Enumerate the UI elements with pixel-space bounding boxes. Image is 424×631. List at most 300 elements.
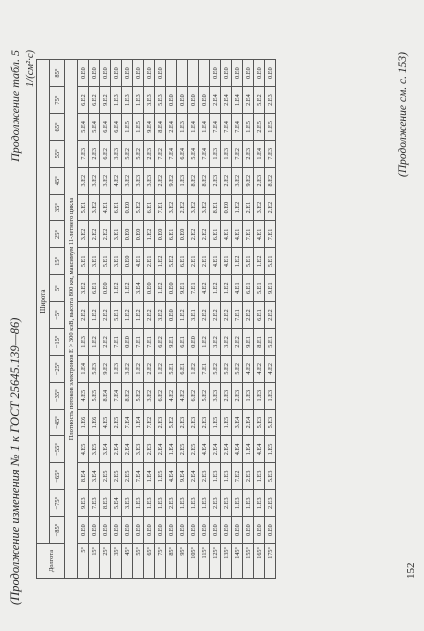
- flux-value-cell: 5.E2: [254, 87, 265, 114]
- flux-value-cell: 7.E3: [78, 140, 89, 167]
- flux-value-cell: 5.E4: [89, 114, 100, 141]
- flux-value-cell: 1.E3: [210, 140, 221, 167]
- table-row: [232, 60, 243, 579]
- flux-value-cell: 2.E3: [155, 409, 166, 436]
- table-row: [210, 60, 221, 579]
- flux-value-cell: 3.E2: [188, 194, 199, 221]
- flux-value-cell: 2.E3: [199, 463, 210, 490]
- flux-value-cell: 9.E1: [243, 329, 254, 356]
- unit-label: 1/(см²·с): [25, 50, 36, 87]
- flux-value-cell: 1.E3: [144, 490, 155, 517]
- flux-value-cell: 5.E2: [199, 382, 210, 409]
- flux-value-cell: 2.E2: [177, 194, 188, 221]
- flux-value-cell: 0.E0: [100, 60, 111, 87]
- latitude-column-header: 65°: [50, 114, 65, 141]
- flux-value-cell: 2.E1: [243, 194, 254, 221]
- flux-value-cell: 0.E0: [221, 194, 232, 221]
- flux-value-cell: 2.E3: [265, 490, 276, 517]
- latitude-column-header: 5°: [50, 275, 65, 302]
- flux-value-cell: 2.E2: [155, 167, 166, 194]
- flux-value-cell: 3.E3: [122, 490, 133, 517]
- latitude-column-header: 85°: [50, 60, 65, 87]
- flux-value-cell: 0.E0: [177, 517, 188, 544]
- latitude-column-header: −25°: [50, 355, 65, 382]
- flux-value-cell: 8.E3: [100, 490, 111, 517]
- flux-value-cell: 3.E2: [122, 355, 133, 382]
- flux-value-cell: 5.E2: [133, 382, 144, 409]
- latitude-column-header: 75°: [50, 87, 65, 114]
- table-row: [111, 60, 122, 579]
- flux-value-cell: 6.E1: [243, 275, 254, 302]
- flux-value-cell: 0.E0: [133, 517, 144, 544]
- flux-value-cell: 1.E3: [254, 463, 265, 490]
- flux-value-cell: 0.E0: [232, 517, 243, 544]
- table-row: [78, 60, 89, 579]
- flux-value-cell: 2.E3: [210, 167, 221, 194]
- flux-value-cell: 2.E3: [188, 409, 199, 436]
- flux-value-cell: 5.E1: [78, 194, 89, 221]
- flux-value-cell: 9.E4: [177, 463, 188, 490]
- flux-value-cell: 3.E3: [210, 382, 221, 409]
- flux-value-cell: 4.E1: [133, 248, 144, 275]
- flux-value-cell: 6.E2: [188, 382, 199, 409]
- flux-value-cell: 1.E4: [133, 409, 144, 436]
- flux-value-cell: 3.E2: [144, 382, 155, 409]
- flux-value-cell: 0.E0: [166, 87, 177, 114]
- flux-value-cell: 2.E2: [100, 302, 111, 329]
- flux-value-cell: 5.E2: [133, 140, 144, 167]
- flux-value-cell: 0.E0: [232, 60, 243, 87]
- flux-value-cell: 3.E3: [144, 87, 155, 114]
- flux-value-cell: 1.E6: [89, 409, 100, 436]
- flux-value-cell: 5.E1: [243, 248, 254, 275]
- flux-table: [36, 59, 276, 579]
- longitude-cell: 175°: [265, 544, 276, 579]
- flux-value-cell: 6.E2: [89, 87, 100, 114]
- flux-value-cell: 2.E2: [210, 302, 221, 329]
- flux-value-cell: 1.E2: [232, 194, 243, 221]
- flux-value-cell: 1.E4: [254, 140, 265, 167]
- flux-value-cell: 0.E0: [166, 302, 177, 329]
- flux-value-cell: 9.E2: [243, 167, 254, 194]
- running-header: (Продолжение изменения № 1 к ГОСТ 25645.139—86): [8, 317, 22, 605]
- flux-value-cell: 5.E1: [100, 248, 111, 275]
- flux-value-cell: 0.E0: [78, 517, 89, 544]
- flux-value-cell: 0.E0: [166, 275, 177, 302]
- flux-value-cell: 7.E1: [232, 302, 243, 329]
- flux-value-cell: 1.E2: [155, 275, 166, 302]
- flux-value-cell: 2.E4: [210, 87, 221, 114]
- flux-value-cell: 2.E2: [100, 329, 111, 356]
- table-row: [89, 60, 100, 579]
- flux-value-cell: 7.E3: [265, 140, 276, 167]
- flux-value-cell: 1.E3: [177, 490, 188, 517]
- flux-value-cell: 0.E0: [199, 517, 210, 544]
- flux-value-cell: 2.E2: [221, 167, 232, 194]
- flux-value-cell: 5.E2: [210, 355, 221, 382]
- flux-value-cell: 3.E2: [122, 167, 133, 194]
- flux-value-cell: 0.E0: [144, 275, 155, 302]
- flux-value-cell: 6.E1: [89, 275, 100, 302]
- table-row: [100, 60, 111, 579]
- flux-value-cell: 0.E0: [166, 517, 177, 544]
- table-row: [122, 60, 133, 579]
- flux-value-cell: 0.E0: [188, 329, 199, 356]
- flux-value-cell: 3.E2: [232, 167, 243, 194]
- flux-value-cell: 1.E3: [221, 140, 232, 167]
- flux-value-cell: 5.E5: [89, 382, 100, 409]
- flux-value-cell: 2.E4: [221, 87, 232, 114]
- flux-value-cell: 3.E3: [133, 436, 144, 463]
- flux-value-cell: 0.E0: [89, 517, 100, 544]
- flux-value-cell: 2.E5: [254, 114, 265, 141]
- flux-value-cell: 7.E2: [144, 409, 155, 436]
- flux-value-cell: 0.E0: [122, 221, 133, 248]
- flux-value-cell: 4.E5: [78, 382, 89, 409]
- flux-value-cell: 1.E5: [122, 114, 133, 141]
- flux-value-cell: 6.E1: [177, 248, 188, 275]
- flux-value-cell: 0.E0: [177, 221, 188, 248]
- flux-value-cell: 1.E5: [265, 436, 276, 463]
- flux-value-cell: 1.E2: [133, 355, 144, 382]
- flux-value-cell: 2.E3: [199, 409, 210, 436]
- flux-value-cell: 1.E3: [111, 87, 122, 114]
- latitude-column-header: 15°: [50, 248, 65, 275]
- flux-value-cell: 1.E6: [78, 409, 89, 436]
- flux-value-cell: 7.E4: [111, 382, 122, 409]
- flux-value-cell: 4.E2: [265, 355, 276, 382]
- flux-value-cell: 6.E2: [155, 382, 166, 409]
- flux-value-cell: 3.E1: [188, 302, 199, 329]
- flux-value-cell: 4.E4: [232, 436, 243, 463]
- flux-value-cell: 1.E2: [155, 248, 166, 275]
- longitude-cell: 125°: [210, 544, 221, 579]
- flux-value-cell: 2.E5: [100, 463, 111, 490]
- flux-value-cell: 9.E2: [100, 87, 111, 114]
- flux-value-cell: 1.E3: [188, 490, 199, 517]
- flux-value-cell: 8.E2: [188, 167, 199, 194]
- flux-value-cell: 2.E4: [221, 436, 232, 463]
- flux-value-cell: 1.E4: [243, 436, 254, 463]
- flux-value-cell: 1.E4: [188, 114, 199, 141]
- flux-value-cell: 2.E3: [265, 87, 276, 114]
- flux-value-cell: 4.E1: [210, 248, 221, 275]
- flux-value-cell: 7.E4: [221, 114, 232, 141]
- flux-value-cell: 4.E4: [166, 463, 177, 490]
- longitude-header: Долгота: [37, 544, 65, 579]
- flux-value-cell: 1.E2: [221, 275, 232, 302]
- flux-value-cell: 1.E4: [199, 114, 210, 141]
- flux-value-cell: 5.E2: [122, 140, 133, 167]
- flux-value-cell: 2.E5: [188, 436, 199, 463]
- flux-value-cell: 3.E2: [100, 167, 111, 194]
- flux-value-cell: 6.E1: [144, 194, 155, 221]
- flux-value-cell: 2.E2: [78, 302, 89, 329]
- flux-value-cell: 2.E4: [155, 436, 166, 463]
- flux-value-cell: 2.E5: [111, 463, 122, 490]
- flux-value-cell: 7.E2: [232, 140, 243, 167]
- flux-value-cell: 6.E1: [111, 194, 122, 221]
- flux-value-cell: 8.E2: [265, 167, 276, 194]
- flux-value-cell: 3.E2: [166, 194, 177, 221]
- flux-value-cell: 4.E1: [254, 221, 265, 248]
- flux-value-cell: 6.E1: [177, 355, 188, 382]
- longitude-cell: 55°: [133, 544, 144, 579]
- latitude-column-header: 35°: [50, 194, 65, 221]
- table-subheader: Плотность потоков электронов E > 300 кэВ, высота 800 км, максимум 11-летнего цикла: [65, 60, 78, 579]
- flux-value-cell: 5.E3: [155, 87, 166, 114]
- longitude-cell: 5°: [78, 544, 89, 579]
- flux-value-cell: 7.E1: [199, 355, 210, 382]
- flux-value-cell: 1.E4: [144, 463, 155, 490]
- flux-value-cell: 1.E2: [122, 302, 133, 329]
- flux-value-cell: 4.E1: [232, 275, 243, 302]
- table-row: [133, 60, 144, 579]
- flux-value-cell: 0.E0: [89, 60, 100, 87]
- flux-value-cell: 3.E4: [100, 436, 111, 463]
- page-number: 152: [405, 562, 417, 579]
- flux-value-cell: 1.E5: [243, 114, 254, 141]
- flux-value-cell: 1.E3: [111, 355, 122, 382]
- flux-value-cell: 1.E3: [210, 463, 221, 490]
- flux-value-cell: 5.E4: [111, 490, 122, 517]
- flux-value-cell: 0.E0: [177, 87, 188, 114]
- flux-value-cell: 0.E0: [144, 517, 155, 544]
- flux-value-cell: 7.E4: [199, 140, 210, 167]
- flux-value-cell: 1.E2: [89, 329, 100, 356]
- flux-value-cell: 2.E4: [243, 409, 254, 436]
- flux-value-cell: 7.E1: [155, 194, 166, 221]
- flux-value-cell: 6.E4: [177, 140, 188, 167]
- flux-value-cell: 0.E0: [254, 517, 265, 544]
- longitude-cell: 25°: [100, 544, 111, 579]
- flux-value-cell: 1.E3: [133, 87, 144, 114]
- flux-value-cell: 4.E2: [254, 355, 265, 382]
- flux-value-cell: 4.E2: [243, 355, 254, 382]
- flux-value-cell: 0.E0: [265, 60, 276, 87]
- flux-value-cell: 2.E1: [188, 248, 199, 275]
- flux-value-cell: 3.E2: [221, 329, 232, 356]
- flux-value-cell: 3.E5: [89, 436, 100, 463]
- flux-value-cell: 4.E1: [221, 221, 232, 248]
- flux-value-cell: 2.E3: [243, 140, 254, 167]
- longitude-cell: 15°: [89, 544, 100, 579]
- flux-value-cell: 1.E2: [254, 248, 265, 275]
- flux-value-cell: 1.E3: [155, 490, 166, 517]
- flux-value-cell: 6.E2: [100, 140, 111, 167]
- flux-value-cell: 7.E2: [155, 140, 166, 167]
- flux-value-cell: 0.E0: [265, 517, 276, 544]
- flux-value-cell: 2.E4: [210, 436, 221, 463]
- longitude-cell: 35°: [111, 544, 122, 579]
- flux-value-cell: 2.E3: [243, 463, 254, 490]
- flux-value-cell: 2.E2: [100, 221, 111, 248]
- flux-value-cell: 6.E1: [254, 302, 265, 329]
- flux-value-cell: 7.E1: [243, 221, 254, 248]
- flux-value-cell: 2.E2: [188, 221, 199, 248]
- flux-value-cell: [166, 60, 177, 87]
- flux-value-cell: 7.E1: [188, 275, 199, 302]
- flux-value-cell: 1.E3: [177, 167, 188, 194]
- flux-value-cell: 3.E2: [78, 275, 89, 302]
- flux-value-cell: 2.E4: [188, 463, 199, 490]
- flux-value-cell: 2.E4: [122, 436, 133, 463]
- flux-value-cell: 0.E0: [133, 221, 144, 248]
- flux-value-cell: 6.E1: [210, 221, 221, 248]
- flux-value-cell: [199, 60, 210, 87]
- flux-value-cell: 2.E3: [177, 409, 188, 436]
- flux-value-cell: 2.E4: [166, 114, 177, 141]
- flux-value-cell: 2.E2: [199, 302, 210, 329]
- longitude-cell: 45°: [122, 544, 133, 579]
- flux-value-cell: 9.E1: [265, 275, 276, 302]
- flux-value-cell: 1.E3: [133, 490, 144, 517]
- flux-value-cell: 2.E3: [89, 140, 100, 167]
- flux-value-cell: 1.E2: [133, 302, 144, 329]
- flux-value-cell: 1.E3: [232, 490, 243, 517]
- flux-value-cell: 5.E1: [78, 248, 89, 275]
- flux-value-cell: 1.E3: [254, 490, 265, 517]
- flux-value-cell: 0.E0: [155, 517, 166, 544]
- flux-value-cell: 2.E4: [111, 436, 122, 463]
- flux-value-cell: 6.E4: [100, 114, 111, 141]
- flux-value-cell: 8.E4: [78, 463, 89, 490]
- flux-value-cell: 3.E4: [232, 409, 243, 436]
- flux-value-cell: 9.E1: [177, 275, 188, 302]
- flux-value-cell: 3.E2: [210, 329, 221, 356]
- flux-value-cell: 3.E1: [89, 248, 100, 275]
- flux-value-cell: 2.E3: [254, 167, 265, 194]
- table-row: [199, 60, 210, 579]
- flux-value-cell: 4.E5: [78, 436, 89, 463]
- flux-value-cell: 5.E3: [254, 409, 265, 436]
- flux-value-cell: 9.E1: [166, 329, 177, 356]
- latitude-column-header: −15°: [50, 329, 65, 356]
- flux-value-cell: 8.E4: [100, 382, 111, 409]
- flux-value-cell: 9.E3: [78, 490, 89, 517]
- flux-value-cell: 0.E0: [111, 517, 122, 544]
- flux-value-cell: 0.E0: [221, 60, 232, 87]
- flux-value-cell: 2.E2: [199, 221, 210, 248]
- flux-value-cell: 7.E1: [144, 329, 155, 356]
- flux-value-cell: 0.E0: [155, 221, 166, 248]
- flux-value-cell: 7.E2: [232, 463, 243, 490]
- flux-value-cell: 0.E0: [78, 60, 89, 87]
- table-row: [155, 60, 166, 579]
- flux-value-cell: 9.E2: [100, 355, 111, 382]
- flux-value-cell: 6.E4: [111, 114, 122, 141]
- flux-value-cell: 2.E2: [243, 302, 254, 329]
- flux-value-cell: 5.E1: [265, 329, 276, 356]
- latitude-column-header: 55°: [50, 140, 65, 167]
- flux-value-cell: 0.E0: [188, 87, 199, 114]
- flux-value-cell: 5.E2: [221, 355, 232, 382]
- flux-value-cell: 0.E0: [100, 275, 111, 302]
- flux-value-cell: 1.E3: [265, 382, 276, 409]
- flux-value-cell: 5.E4: [78, 114, 89, 141]
- flux-value-cell: 2.E2: [89, 221, 100, 248]
- flux-value-cell: 4.E4: [254, 436, 265, 463]
- flux-value-cell: 2.E3: [232, 382, 243, 409]
- flux-value-cell: 4.E1: [100, 194, 111, 221]
- flux-value-cell: 2.E5: [122, 463, 133, 490]
- flux-value-cell: 3.E2: [78, 221, 89, 248]
- flux-value-cell: 0.E0: [199, 87, 210, 114]
- flux-value-cell: 3.E1: [111, 248, 122, 275]
- table-row: [221, 60, 232, 579]
- flux-value-cell: 3.E2: [155, 302, 166, 329]
- flux-value-cell: 0.E0: [122, 517, 133, 544]
- flux-value-cell: 5.E3: [265, 463, 276, 490]
- flux-value-cell: 8.E4: [155, 114, 166, 141]
- flux-value-cell: 7.E3: [89, 490, 100, 517]
- flux-value-cell: 2.E5: [111, 409, 122, 436]
- flux-value-cell: 5.E2: [166, 409, 177, 436]
- flux-value-cell: 3.E4: [133, 275, 144, 302]
- flux-value-cell: 2.E3: [144, 140, 155, 167]
- longitude-cell: 75°: [155, 544, 166, 579]
- flux-value-cell: 0.E0: [221, 517, 232, 544]
- flux-value-cell: 2.E2: [221, 302, 232, 329]
- longitude-cell: 65°: [144, 544, 155, 579]
- latitude-column-header: −65°: [50, 463, 65, 490]
- table-row: [166, 60, 177, 579]
- flux-value-cell: 1.E2: [199, 329, 210, 356]
- flux-value-cell: 1.E2: [144, 221, 155, 248]
- flux-value-cell: 5.E1: [254, 275, 265, 302]
- flux-value-cell: 2.E4: [243, 87, 254, 114]
- flux-value-cell: 3.E2: [89, 194, 100, 221]
- flux-value-cell: 1.E5: [133, 114, 144, 141]
- flux-value-cell: 1.E5: [265, 114, 276, 141]
- flux-value-cell: [177, 60, 188, 87]
- flux-value-cell: 6.E2: [155, 329, 166, 356]
- flux-value-cell: 5.E1: [166, 355, 177, 382]
- flux-value-cell: 1.E5: [155, 463, 166, 490]
- longitude-cell: 145°: [232, 544, 243, 579]
- flux-value-cell: 3.E1: [111, 221, 122, 248]
- flux-value-cell: 4.E2: [166, 382, 177, 409]
- flux-value-cell: 5.E1: [111, 302, 122, 329]
- table-continuation-label: Продолжение табл. 5: [8, 50, 22, 162]
- flux-value-cell: 4.E5: [100, 409, 111, 436]
- flux-value-cell: 3.E2: [254, 194, 265, 221]
- flux-value-cell: 1.E2: [210, 275, 221, 302]
- table-row: [265, 60, 276, 579]
- flux-value-cell: 8.E2: [199, 167, 210, 194]
- flux-value-cell: 0.E0: [155, 60, 166, 87]
- flux-value-cell: 7.E4: [166, 140, 177, 167]
- flux-value-cell: 1.E2: [111, 275, 122, 302]
- flux-value-cell: 1.E3: [243, 490, 254, 517]
- continuation-note: (Продолжение см. с. 153): [397, 52, 409, 177]
- table-row: [243, 60, 254, 579]
- flux-value-cell: 2.E3: [144, 436, 155, 463]
- flux-value-cell: 2.E2: [144, 302, 155, 329]
- latitude-column-header: −35°: [50, 382, 65, 409]
- flux-value-cell: 0.E0: [243, 60, 254, 87]
- latitude-column-header: −5°: [50, 302, 65, 329]
- flux-value-cell: 3.E2: [78, 167, 89, 194]
- flux-value-cell: 0.E0: [100, 517, 111, 544]
- flux-value-cell: 0.E0: [122, 248, 133, 275]
- flux-value-cell: 7.E4: [210, 114, 221, 141]
- flux-value-cell: 3.E3: [111, 140, 122, 167]
- flux-value-cell: 1.E3: [199, 490, 210, 517]
- flux-value-cell: 0.E0: [210, 60, 221, 87]
- flux-value-cell: 2.E3: [221, 490, 232, 517]
- flux-value-cell: 6.E1: [166, 221, 177, 248]
